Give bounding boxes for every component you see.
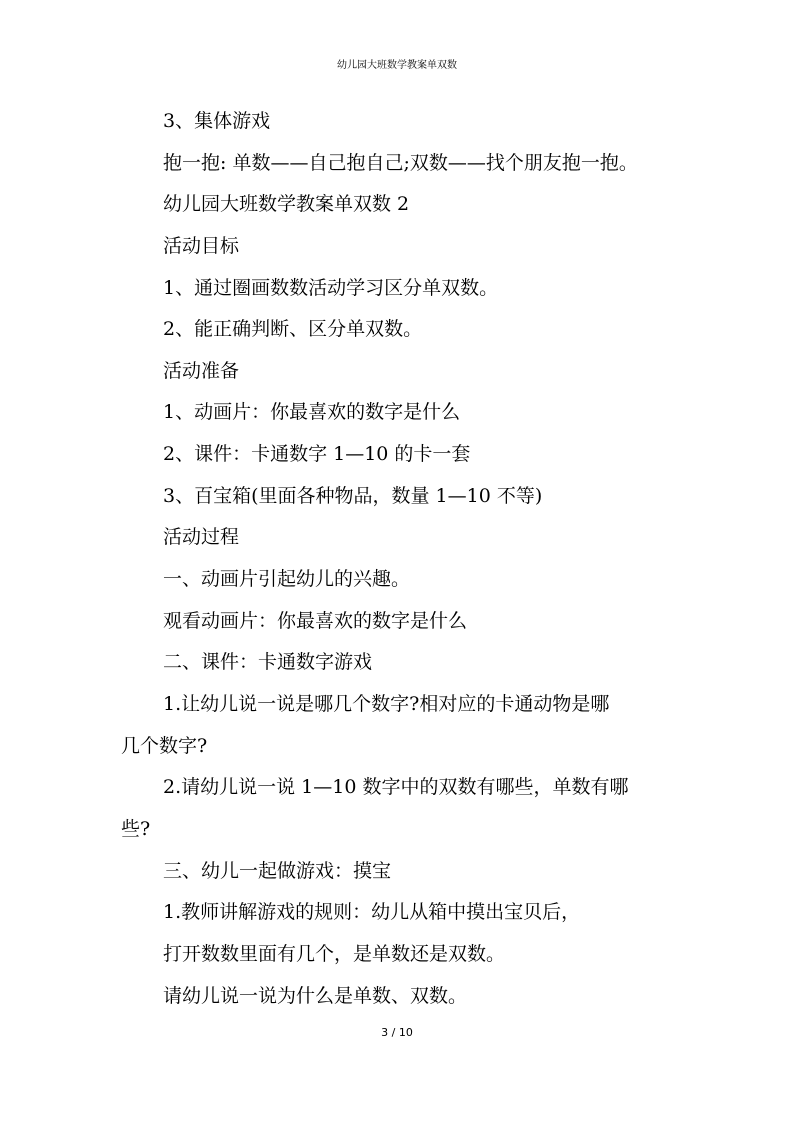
text-line: 一、动画片引起幼儿的兴趣。 — [163, 568, 411, 590]
text-line: 2.请幼儿说一说 1—10 数字中的双数有哪些，单数有哪 — [163, 776, 629, 798]
text-line: 2、课件：卡通数字 1—10 的卡一套 — [163, 443, 471, 465]
text-line: 抱一抱: 单数——自己抱自己;双数——找个朋友抱一抱。 — [163, 152, 638, 174]
text-line: 观看动画片：你最喜欢的数字是什么 — [163, 610, 468, 632]
text-line: 活动过程 — [163, 526, 240, 548]
text-line: 2、能正确判断、区分单双数。 — [163, 318, 423, 340]
text-line: 3、百宝箱(里面各种物品，数量 1—10 不等) — [163, 485, 543, 507]
text-line: 请幼儿说一说为什么是单数、双数。 — [163, 985, 468, 1007]
text-line: 活动目标 — [163, 235, 240, 257]
page-header: 幼儿园大班数学教案单双数 — [337, 60, 457, 71]
page-number: 3 / 10 — [381, 1026, 413, 1039]
text-line: 1、通过圈画数数活动学习区分单双数。 — [163, 277, 499, 299]
text-line: 些? — [121, 818, 151, 840]
text-line: 二、课件：卡通数字游戏 — [163, 651, 373, 673]
text-line: 几个数字? — [121, 735, 208, 757]
text-line: 打开数数里面有几个，是单数还是双数。 — [163, 943, 506, 965]
text-line: 三、幼儿一起做游戏：摸宝 — [163, 860, 392, 882]
text-line: 1.让幼儿说一说是哪几个数字?相对应的卡通动物是哪 — [163, 693, 610, 715]
text-line: 幼儿园大班数学教案单双数 2 — [163, 193, 410, 215]
text-line: 3、集体游戏 — [163, 110, 271, 132]
text-line: 活动准备 — [163, 360, 240, 382]
text-line: 1、动画片：你最喜欢的数字是什么 — [163, 401, 461, 423]
text-line: 1.教师讲解游戏的规则：幼儿从箱中摸出宝贝后， — [163, 901, 581, 923]
